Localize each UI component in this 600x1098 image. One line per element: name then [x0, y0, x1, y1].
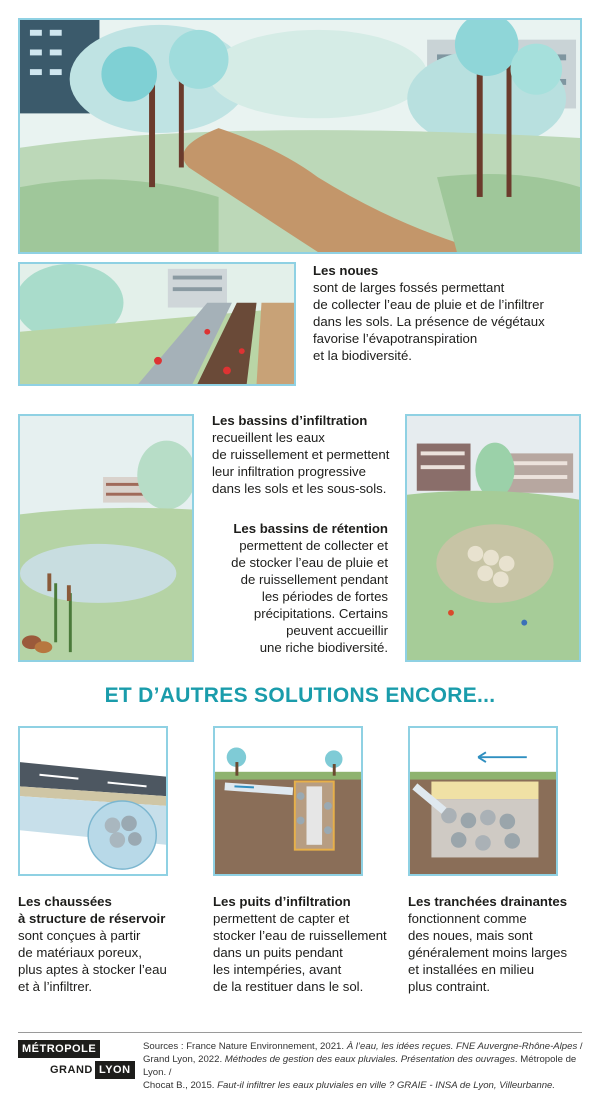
section-heading: ET D’AUTRES SOLUTIONS ENCORE...	[104, 684, 496, 707]
chaussees-title-line1: Les chaussées	[18, 894, 112, 909]
infiltration-basins-body: recueillent les eaux de ruissellement et permettent leur infiltration progressive dans les sols et les sous-sols.	[212, 430, 390, 496]
source2-title: Méthodes de gestion des eaux pluviales. Présentation des ouvrages	[224, 1054, 515, 1065]
tranchees-title: Les tranchées drainantes	[408, 894, 568, 909]
metropole-lyon-logo	[18, 1040, 131, 1080]
puits-description	[213, 893, 398, 995]
chaussees-description	[18, 893, 198, 995]
logo-line2: GRAND	[50, 1064, 93, 1076]
logo-line1: MÉTROPOLE	[18, 1040, 100, 1058]
sources	[143, 1040, 583, 1092]
puits-illustration	[213, 726, 363, 876]
logo-line3: LYON	[95, 1061, 135, 1079]
source3-title: Faut-il infiltrer les eaux pluviales en ville ? GRAIE - INSA de Lyon, Villeurbanne.	[217, 1080, 556, 1091]
chaussees-title-line2: à structure de réservoir	[18, 911, 166, 926]
infiltration-basin-illustration	[18, 414, 194, 662]
noues-body: sont de larges fossés permettant de collecter l’eau de pluie et de l’infiltrer dans les sols. La présence de végétaux favorise l’évapotranspiration et la biodiversité.	[313, 280, 545, 363]
chaussees-body: sont conçues à partir de matériaux poreux, plus aptes à stocker l’eau et à l’infiltrer.	[18, 928, 167, 994]
infiltration-basins-description	[212, 412, 402, 497]
source3-prefix: Chocat B., 2015.	[143, 1080, 218, 1091]
source1-prefix: Sources : France Nature Environnement, 2021.	[143, 1041, 347, 1052]
retention-basins-description	[200, 520, 388, 656]
infiltration-basins-title: Les bassins d’infiltration	[212, 413, 368, 428]
source2-suffix: . Métropole de Lyon. /	[143, 1054, 577, 1078]
retention-basin-illustration	[405, 414, 581, 662]
hero-park-illustration	[18, 18, 582, 254]
tranchees-illustration	[408, 726, 558, 876]
source2-prefix: Grand Lyon, 2022.	[143, 1054, 225, 1065]
puits-title: Les puits d’infiltration	[213, 894, 351, 909]
retention-basins-title: Les bassins de rétention	[233, 521, 388, 536]
chaussees-illustration	[18, 726, 168, 876]
source1-suffix: /	[577, 1041, 583, 1052]
retention-basins-body: permettent de collecter et de stocker l’eau de pluie et de ruissellement pendant les périodes de fortes précipitations. Certains peuvent accueillir une riche biodiversité.	[231, 538, 388, 655]
noues-description	[313, 262, 583, 364]
noues-title: Les noues	[313, 263, 379, 278]
tranchees-description	[408, 893, 588, 995]
noues-illustration	[18, 262, 296, 386]
footer-divider	[18, 1032, 582, 1033]
source1-title: À l’eau, les idées reçues. FNE Auvergne-Rhône-Alpes	[346, 1041, 578, 1052]
tranchees-body: fonctionnent comme des noues, mais sont généralement moins larges et installées en milieu plus contraint.	[408, 911, 568, 994]
puits-body: permettent de capter et stocker l’eau de ruissellement dans un puits pendant les intempéries, avant de la restituer dans le sol.	[213, 911, 387, 994]
